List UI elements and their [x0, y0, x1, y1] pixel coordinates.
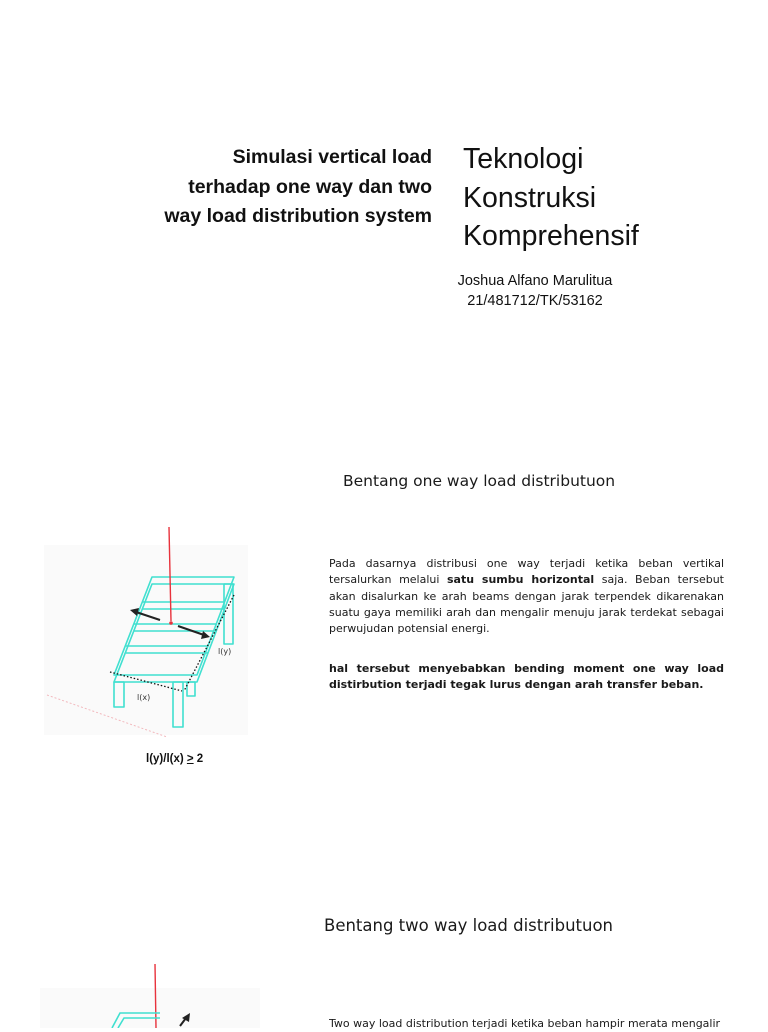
two-way-slab-figure	[40, 958, 260, 1028]
label-ly: l(y)	[218, 647, 232, 656]
author-block	[430, 271, 640, 311]
author-name: Joshua Alfano Marulitua	[457, 273, 613, 289]
description-text-2: saja. Beban tersebut akan disalurkan ke arah beams dengan jarak terpendek dikarenakan suatu gaya memiliki arah dan mengalir menuju jarak terdekat sebagai perwujudan potensial energi.	[329, 573, 724, 636]
bending-moment-note: hal tersebut menyebabkan bending moment one way load distirbution terjadi tegak lurus dengan arah transfer beban.	[329, 662, 724, 692]
ratio-suffix: 2	[193, 753, 204, 765]
section-one-heading: Bentang one way load distributuon	[343, 472, 616, 490]
figure-backdrop	[44, 545, 248, 735]
course-title-line-3: Komprehensif	[463, 220, 639, 252]
figure-backdrop-2	[40, 988, 260, 1028]
load-point	[169, 621, 173, 625]
course-title	[463, 140, 723, 256]
section-two-heading: Bentang two way load distributuon	[324, 916, 614, 935]
ratio-prefix: l(y)/l(x)	[146, 753, 187, 765]
one-way-description	[329, 556, 724, 637]
one-way-slab-figure	[42, 525, 252, 740]
author-student-id: 21/481712/TK/53162	[467, 293, 603, 309]
course-title-line-1: Teknologi	[463, 143, 584, 175]
description-bold-text: satu sumbu horizontal	[446, 573, 595, 587]
course-title-line-2: Konstruksi	[463, 181, 597, 214]
span-ratio-label	[146, 753, 203, 765]
ratio-symbol: >	[186, 753, 194, 765]
label-lx: l(x)	[137, 693, 151, 702]
document-title: Simulasi vertical load terhadap one way dan two way load distribution system	[164, 146, 432, 227]
description-text-1: Pada dasarnya distribusi one way terjadi ketika beban vertikal tersalurkan melalui	[329, 557, 724, 587]
two-way-description: Two way load distribution terjadi ketika beban hampir merata mengalir	[329, 1017, 721, 1030]
